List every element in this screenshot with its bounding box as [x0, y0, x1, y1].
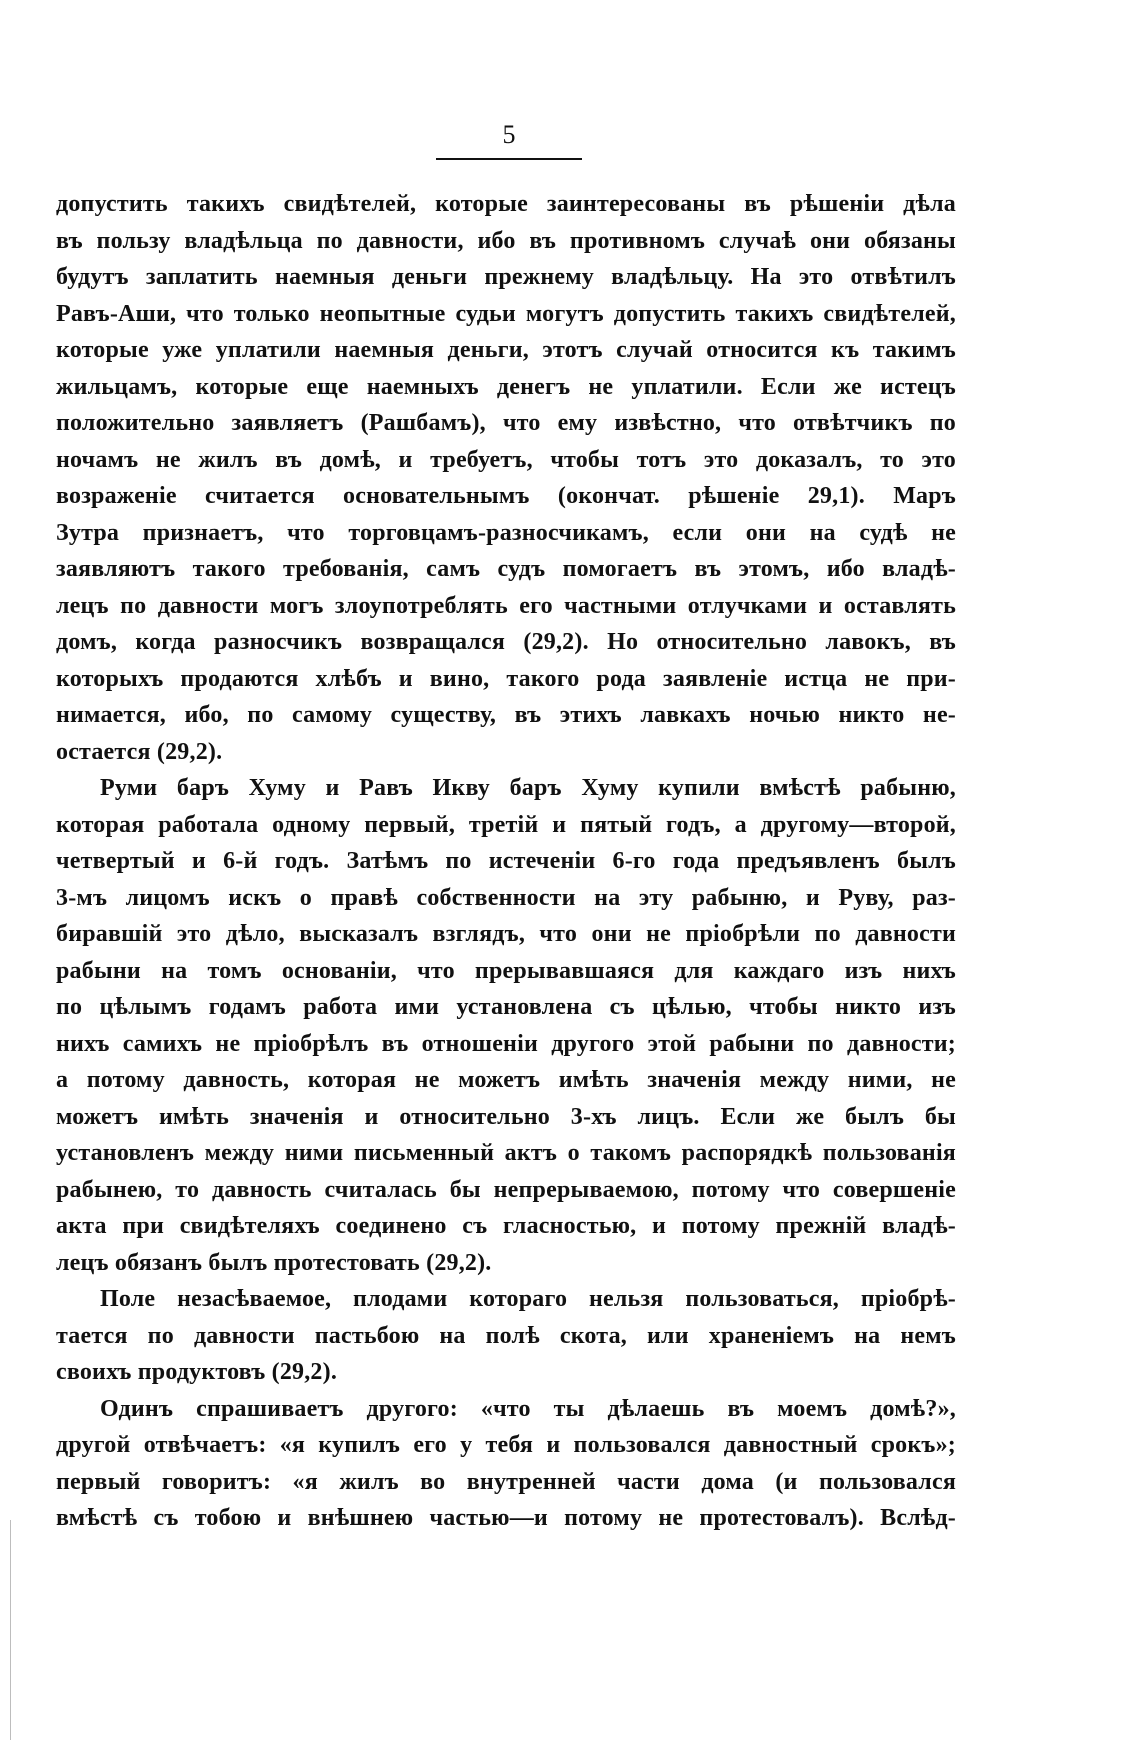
paragraph-3 — [56, 1281, 956, 1391]
paragraph-2 — [56, 770, 956, 1281]
text-line: установленъ между ними письменный актъ о такомъ распорядкѣ пользованія — [56, 1140, 956, 1166]
text-line: тается по давности пастьбою на полѣ скота, или храненіемъ на немъ — [56, 1322, 956, 1349]
text-line: остается (29,2). — [56, 738, 223, 765]
paragraph-1 — [56, 186, 956, 770]
text-line: нимается, ибо, по самому существу, въ этихъ лавкахъ ночью никто не- — [56, 702, 956, 728]
text-line: Одинъ спрашиваетъ другого: «что ты дѣлаешь въ моемъ домѣ?», — [100, 1395, 956, 1422]
text-line: другой отвѣчаетъ: «я купилъ его у тебя и пользовался давностный срокъ»; — [56, 1432, 956, 1458]
text-line: Равъ-Аши, что только неопытные судьи могутъ допустить такихъ свидѣтелей, — [56, 300, 956, 327]
text-line: положительно заявляетъ (Рашбамъ), что ему извѣстно, что отвѣтчикъ по — [56, 410, 956, 436]
text-line: 3-мъ лицомъ искъ о правѣ собственности на эту рабыню, и Руву, раз- — [56, 884, 956, 911]
text-line: рабыни на томъ основаніи, что прерывавшаяся для каждаго изъ нихъ — [56, 957, 956, 984]
text-line: будутъ заплатить наемныя деньги прежнему владѣльцу. На это отвѣтилъ — [56, 264, 956, 290]
body-text — [56, 186, 956, 1537]
text-line: четвертый и 6-й годъ. Затѣмъ по истеченіи 6-го года предъявленъ былъ — [56, 848, 956, 874]
text-line: заявляютъ такого требованія, самъ судъ помогаетъ въ этомъ, ибо владѣ- — [56, 556, 956, 582]
text-line: а потому давность, которая не можетъ имѣть значенія между ними, не — [56, 1067, 956, 1093]
text-line: лецъ обязанъ былъ протестовать (29,2). — [56, 1249, 492, 1276]
text-line: нихъ самихъ не пріобрѣлъ въ отношеніи другого этой рабыни по давности; — [56, 1030, 956, 1057]
text-line: своихъ продуктовъ (29,2). — [56, 1359, 338, 1385]
text-line: Зутра признаетъ, что торговцамъ-разносчикамъ, если они на судѣ не — [56, 519, 956, 546]
text-line: ночамъ не жилъ въ домѣ, и требуетъ, чтобы тотъ это доказалъ, то это — [56, 446, 956, 473]
text-line: акта при свидѣтеляхъ соединено съ гласностью, и потому прежній владѣ- — [56, 1213, 956, 1239]
page-number-rule — [436, 158, 582, 160]
text-line: вмѣстѣ съ тобою и внѣшнею частью—и потому не протестовалъ). Вслѣд- — [56, 1505, 956, 1531]
paragraph-4 — [56, 1391, 956, 1537]
text-line: биравшій это дѣло, высказалъ взглядъ, что они не пріобрѣли по давности — [56, 921, 956, 947]
text-line: можетъ имѣть значенія и относительно 3-хъ лицъ. Если же былъ бы — [56, 1103, 956, 1130]
text-line: первый говоритъ: «я жилъ во внутренней части дома (и пользовался — [56, 1468, 956, 1495]
text-line: которая работала одному первый, третій и пятый годъ, а другому—второй, — [56, 811, 956, 838]
text-line: рабынею, то давность считалась бы непрерываемою, потому что совершеніе — [56, 1176, 956, 1203]
text-line: Руми баръ Хуму и Равъ Икву баръ Хуму купили вмѣстѣ рабыню, — [100, 775, 956, 801]
text-line: домъ, когда разносчикъ возвращался (29,2). Но относительно лавокъ, въ — [56, 629, 956, 655]
text-line: въ пользу владѣльца по давности, ибо въ противномъ случаѣ они обязаны — [56, 227, 956, 254]
scan-margin-line — [10, 1520, 14, 1740]
text-line: лецъ по давности могъ злоупотреблять его частными отлучками и оставлять — [56, 592, 956, 619]
text-line: которые уже уплатили наемныя деньги, этотъ случай относится къ такимъ — [56, 337, 956, 363]
text-line: по цѣлымъ годамъ работа ими установлена съ цѣлью, чтобы никто изъ — [56, 994, 956, 1020]
text-line: допустить такихъ свидѣтелей, которые заинтересованы въ рѣшеніи дѣла — [56, 191, 956, 217]
text-line: которыхъ продаются хлѣбъ и вино, такого рода заявленіе истца не при- — [56, 665, 956, 692]
page-number: 5 — [502, 120, 516, 149]
text-line: возраженіе считается основательнымъ (окончат. рѣшеніе 29,1). Маръ — [56, 483, 956, 509]
text-line: жильцамъ, которые еще наемныхъ денегъ не уплатили. Если же истецъ — [56, 373, 956, 400]
text-line: Поле незасѣваемое, плодами котораго нельзя пользоваться, пріобрѣ- — [100, 1286, 956, 1312]
